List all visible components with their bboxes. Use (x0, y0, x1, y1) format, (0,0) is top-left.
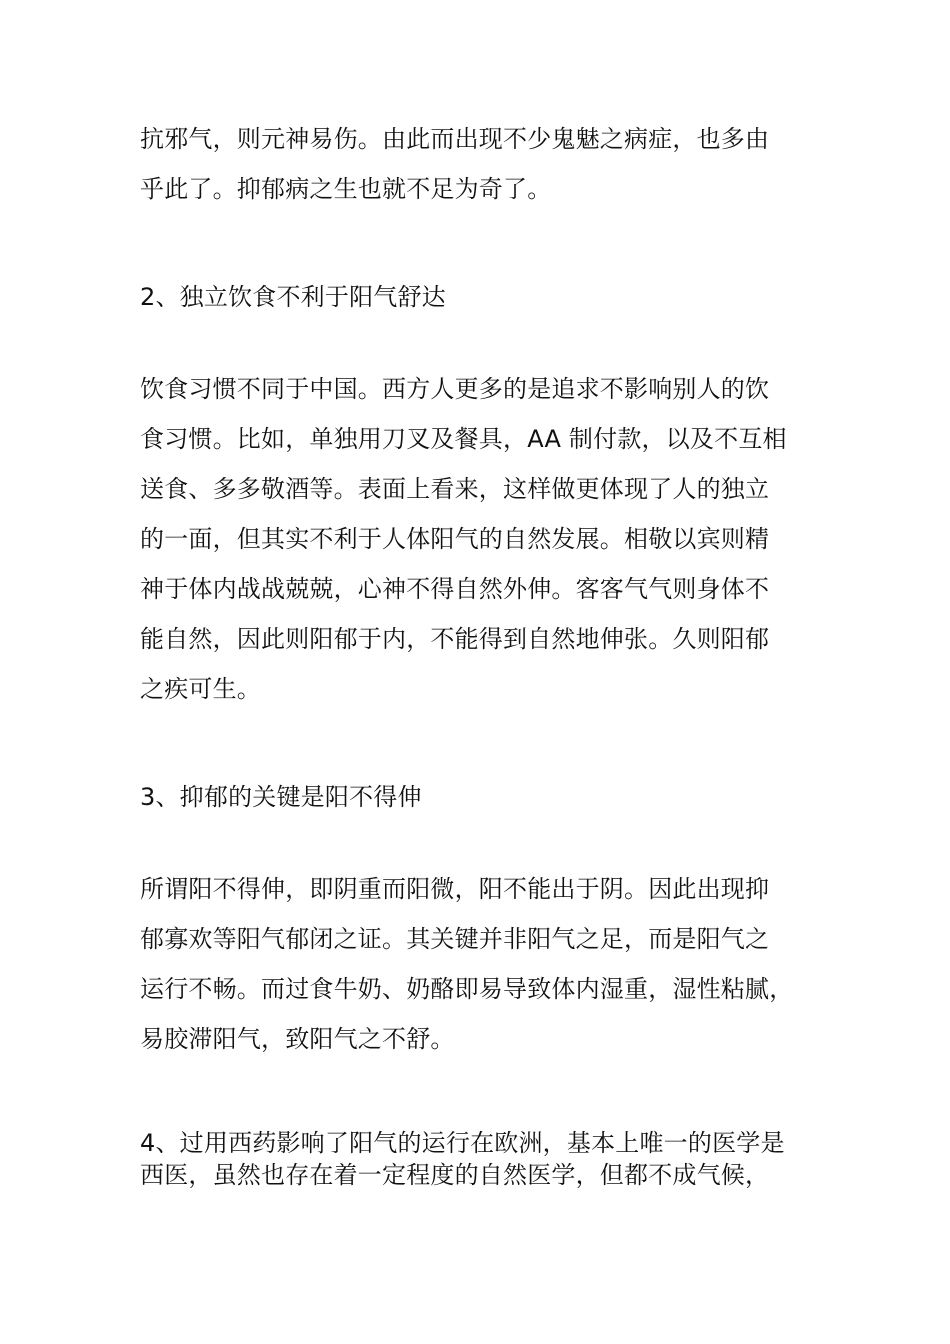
paragraph-line: 神于体内战战兢兢，心神不得自然外伸。客客气气则身体不 (140, 575, 770, 603)
paragraph-line: 运行不畅。而过食牛奶、奶酪即易导致体内湿重，湿性粘腻， (140, 975, 794, 1003)
paragraph-line: 送食、多多敬酒等。表面上看来，这样做更体现了人的独立 (140, 475, 770, 503)
paragraph-line: 能自然，因此则阳郁于内，不能得到自然地伸张。久则阳郁 (140, 625, 770, 653)
paragraph-line: 食习惯。比如，单独用刀叉及餐具，AA 制付款，以及不互相 (140, 425, 787, 453)
paragraph-1 (140, 114, 830, 214)
paragraph-line: 抗邪气，则元神易伤。由此而出现不少鬼魅之病症，也多由 (140, 125, 770, 153)
heading-text: 2、独立饮食不利于阳气舒达 (140, 283, 446, 311)
paragraph-line: 郁寡欢等阳气郁闭之证。其关键并非阳气之足，而是阳气之 (140, 925, 770, 953)
paragraph-line: 乎此了。抑郁病之生也就不足为奇了。 (140, 175, 552, 203)
paragraph-line: 饮食习惯不同于中国。西方人更多的是追求不影响别人的饮 (140, 375, 770, 403)
section-heading-3 (140, 772, 830, 822)
heading-text: 3、抑郁的关键是阳不得伸 (140, 783, 422, 811)
paragraph-line: 易胶滞阳气，致阳气之不舒。 (140, 1025, 455, 1053)
paragraph-line: 的一面，但其实不利于人体阳气的自然发展。相敬以宾则精 (140, 525, 770, 553)
paragraph-line: 西医，虽然也存在着一定程度的自然医学，但都不成气候， (140, 1161, 770, 1189)
paragraph-line: 4、过用西药影响了阳气的运行在欧洲，基本上唯一的医学是 (140, 1129, 785, 1157)
section-heading-2 (140, 272, 830, 322)
paragraph-line: 所谓阳不得伸，即阴重而阳微，阳不能出于阴。因此出现抑 (140, 875, 770, 903)
paragraph-2 (140, 364, 830, 714)
paragraph-line: 之疾可生。 (140, 675, 261, 703)
paragraph-4 (140, 1127, 830, 1191)
paragraph-3 (140, 864, 830, 1064)
